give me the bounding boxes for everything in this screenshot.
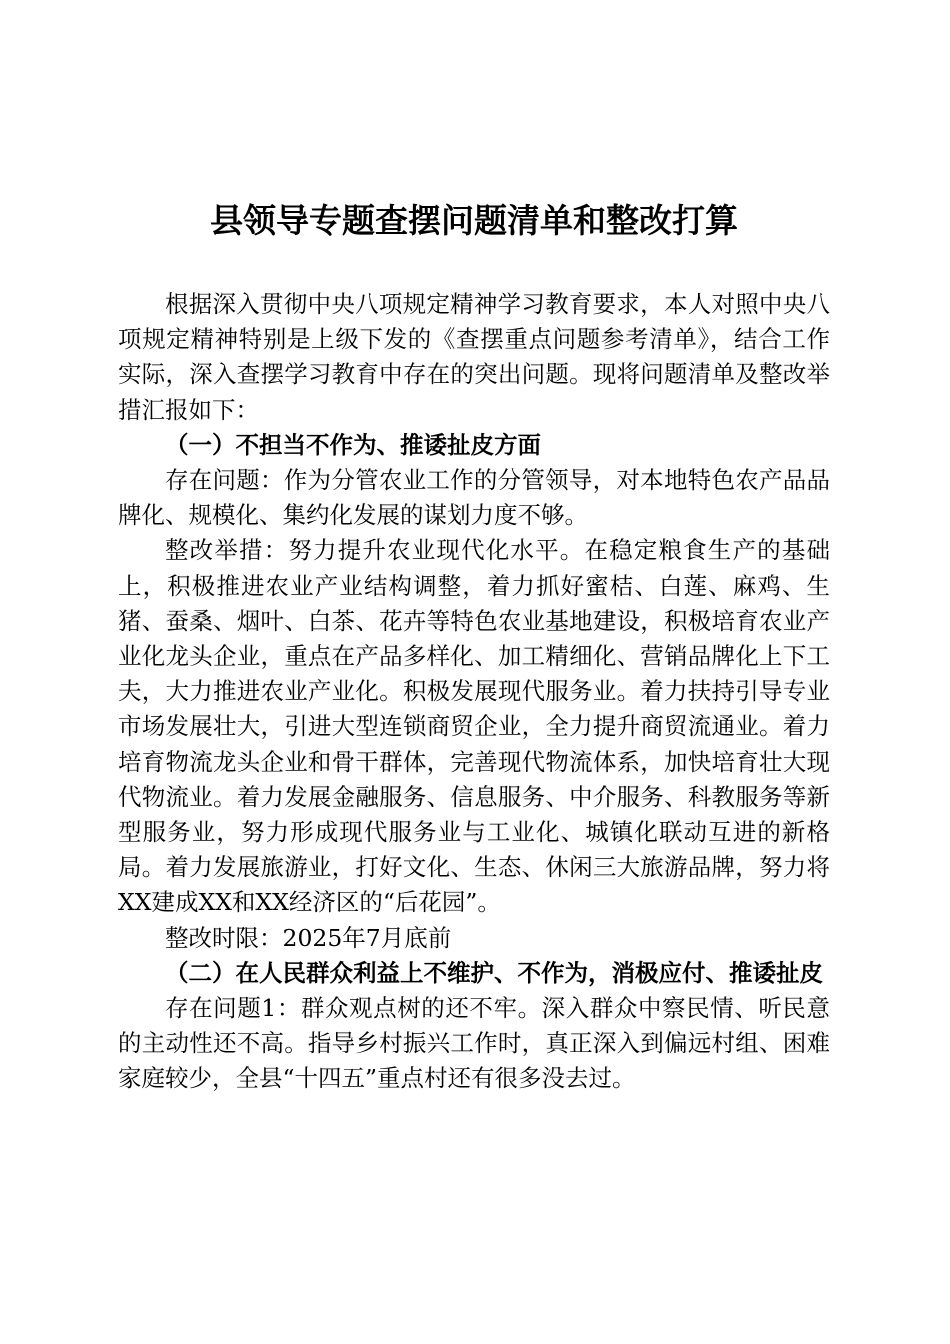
problem-1-paragraph: 存在问题1：群众观点树的还不牢。深入群众中察民情、听民意的主动性还不高。指导乡村振兴工作时，真正深入到偏远村组、困难家庭较少，全县“十四五”重点村还有很多没去过。 xyxy=(118,994,830,1093)
deadline-paragraph: 整改时限：2025年7月底前 xyxy=(165,923,452,952)
document-title: 县领导专题查摆问题清单和整改打算 xyxy=(210,201,738,240)
measures-paragraph: 整改举措：努力提升农业现代化水平。在稳定粮食生产的基础上，积极推进农业产业结构调整，着力抓好蜜桔、白莲、麻鸡、生猪、蚕桑、烟叶、白茶、花卉等特色农业基地建设，积极培育农业产业化龙头企业，重点在产品多样化、加工精细化、营销品牌化上下工夫，大力推进农业产业化。积极发展现代服务业。着力扶持引导专业市场发展壮大，引进大型连锁商贸企业，全力提升商贸流通业。着力培育物流龙头企业和骨干群体，完善现代物流体系，加快培育壮大现代物流业。着力发展金融服务、信息服务、中介服务、科教服务等新型服务业，努力形成现代服务业与工业化、城镇化联动互进的新格局。着力发展旅游业，打好文化、生态、休闲三大旅游品牌，努力将XX建成XX和XX经济区的“后花园”。 xyxy=(118,536,830,917)
intro-paragraph: 根据深入贯彻中央八项规定精神学习教育要求，本人对照中央八项规定精神特别是上级下发的《查摆重点问题参考清单》，结合工作实际，深入查摆学习教育中存在的突出问题。现将问题清单及整改举措汇报如下： xyxy=(118,290,830,424)
document-body xyxy=(118,287,830,1097)
section-heading-1: （一）不担当不作为、推诿扯皮方面 xyxy=(165,430,541,459)
problem-paragraph: 存在问题：作为分管农业工作的分管领导，对本地特色农产品品牌化、规模化、集约化发展的谋划力度不够。 xyxy=(118,466,830,530)
section-heading-2: （二）在人民群众利益上不维护、不作为，消极应付、推诿扯皮 xyxy=(165,958,823,987)
